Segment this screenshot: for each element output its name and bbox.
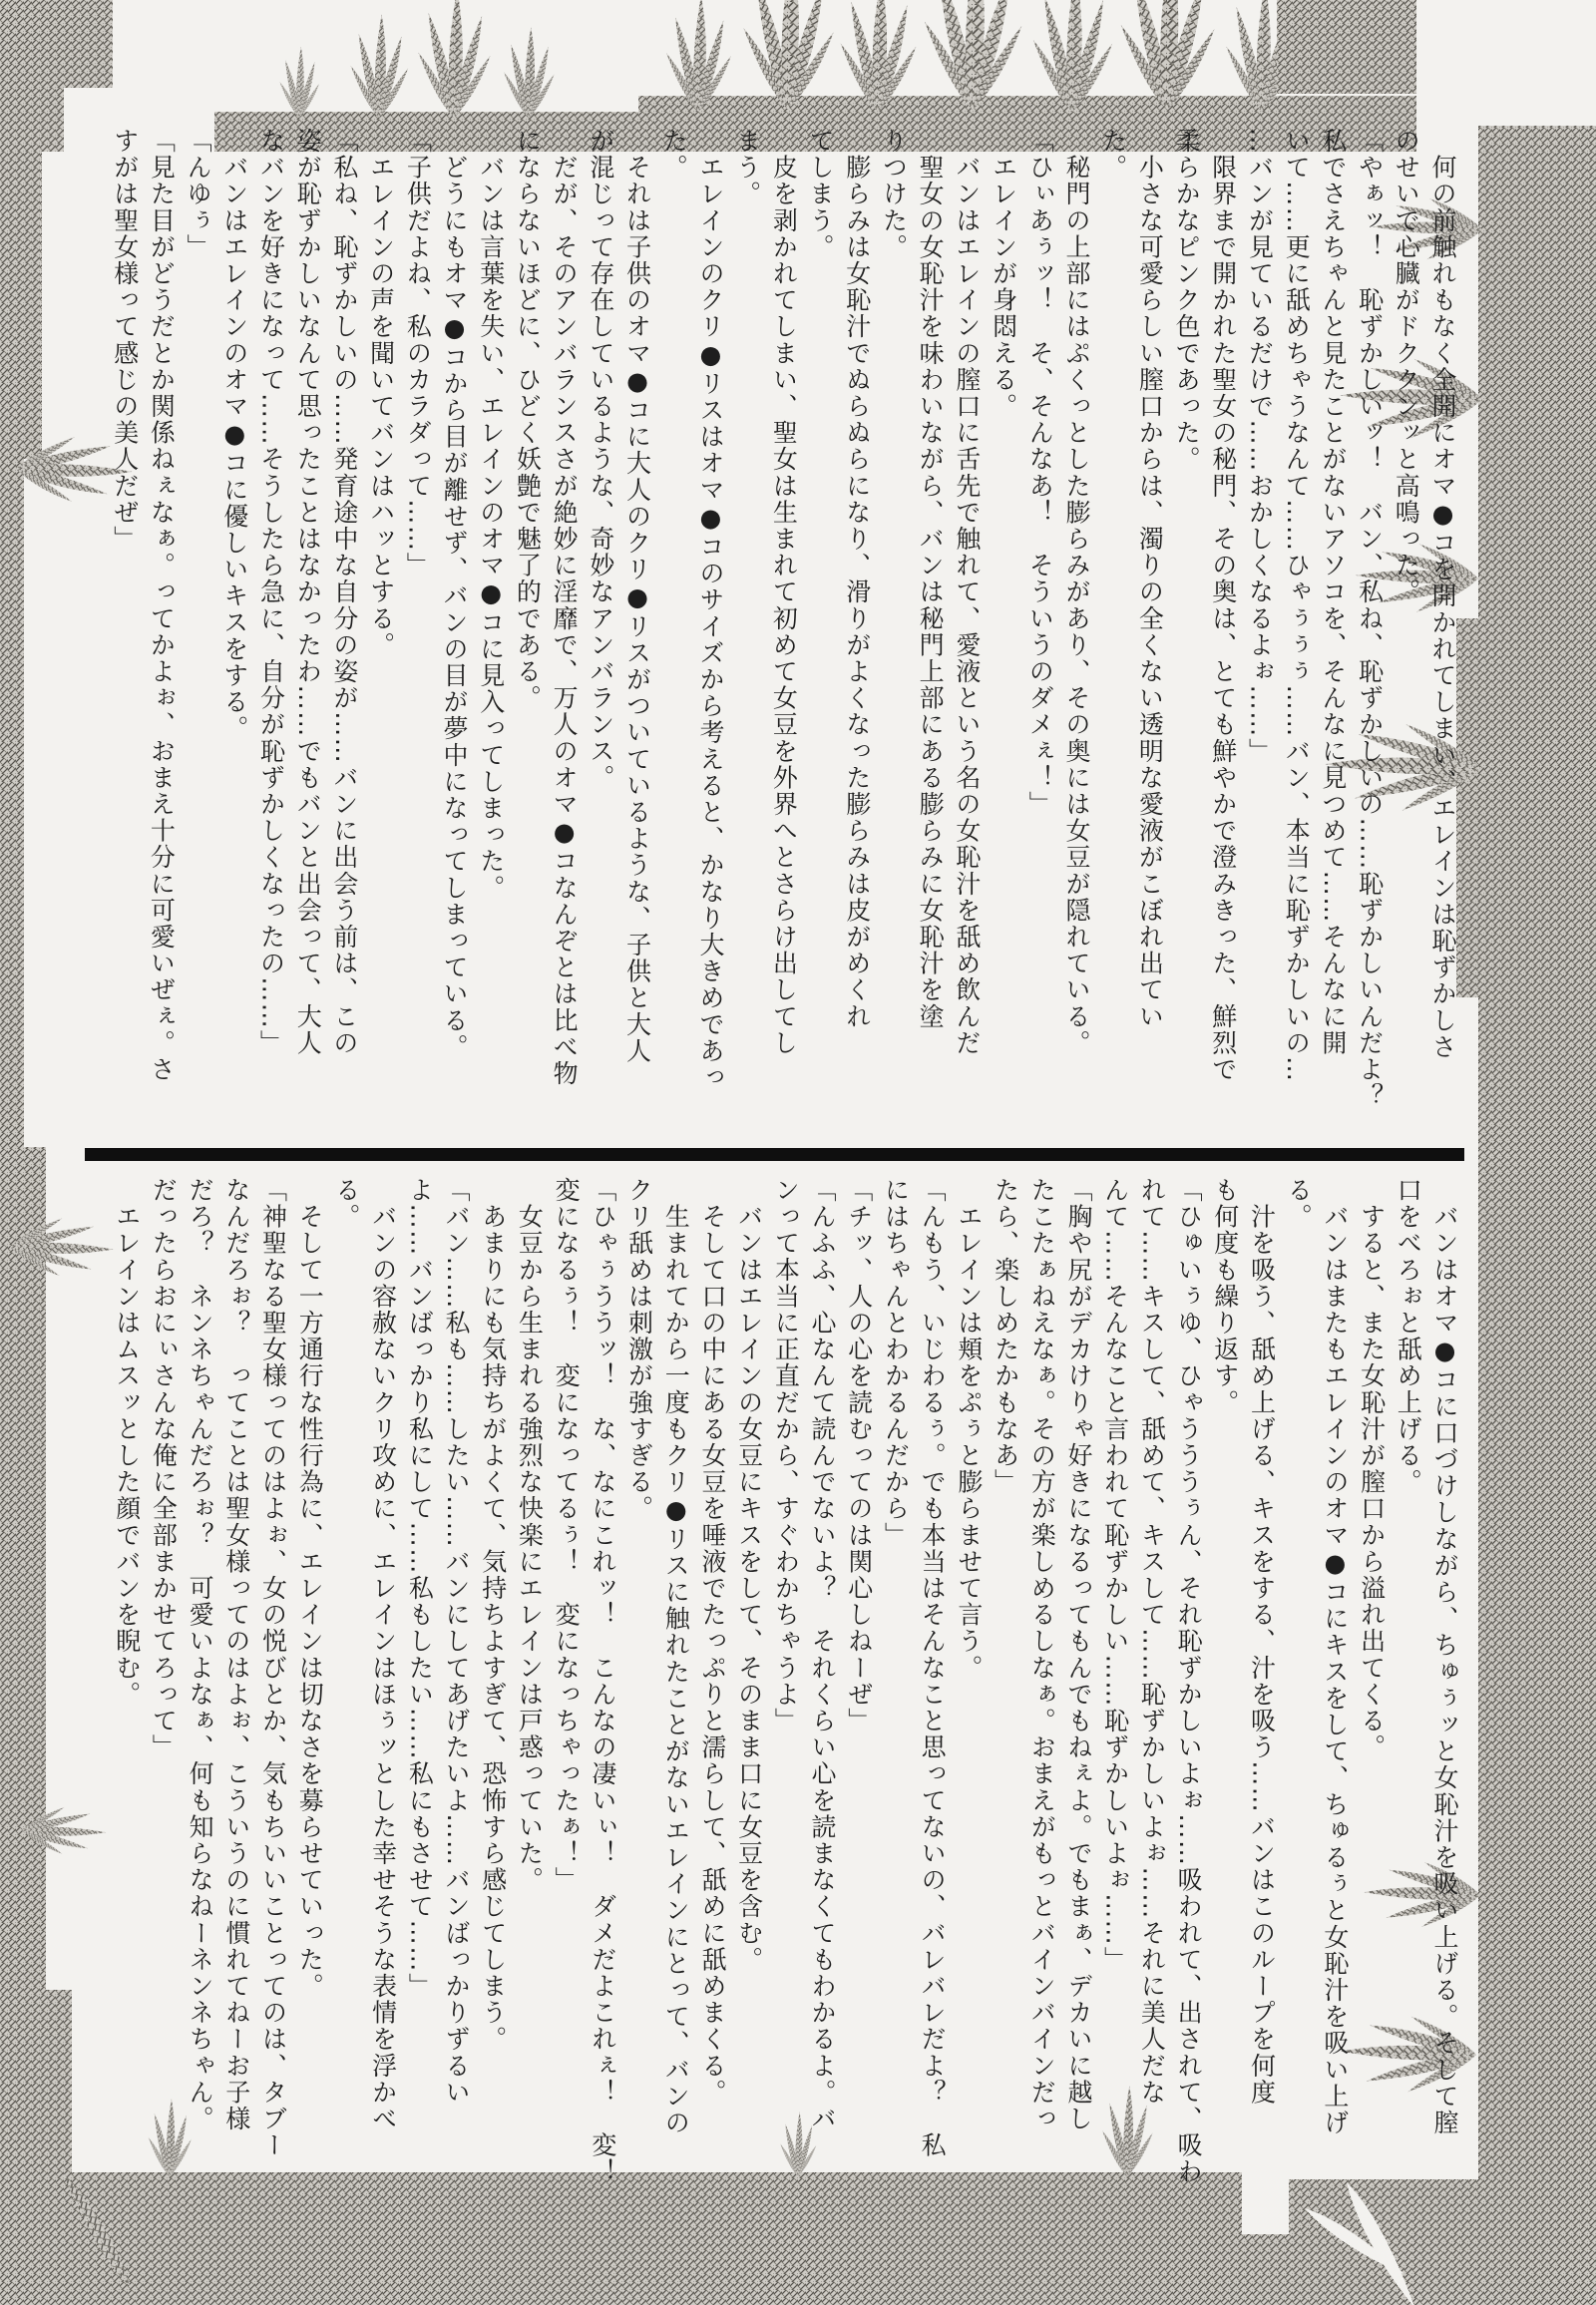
text-column: 「胸や尻がデカけりゃ好きになるってもんでもねぇよ。でもまぁ、デカいに越し bbox=[1063, 1177, 1093, 2132]
text-column: りつけた。 bbox=[879, 128, 909, 260]
text-column: 「子供だよね、私のカラダって……」 bbox=[403, 128, 433, 579]
text-column: にはちゃんとわかるんだから」 bbox=[881, 1177, 911, 1549]
text-column: 「やぁッ！ 恥ずかしいッ！ バン、私ね、恥ずかしいの……恥ずかしいんだよ？ bbox=[1355, 128, 1385, 1110]
text-column: エレインが身悶える。 bbox=[989, 128, 1018, 420]
text-column: クリ舐めは刺激が強すぎる。 bbox=[624, 1177, 654, 1522]
text-column: バンの容赦ないクリ攻めに、エレインはほぅッとした幸せそうな表情を浮かべ bbox=[368, 1177, 398, 2132]
text-column: なんだろぉ？ ってことは聖女様ってのはよぉ、こういうのに慣れてねーお子様 bbox=[221, 1177, 251, 2132]
text-column: そして一方通行な性行為に、エレインは切なさを募らせていった。 bbox=[295, 1177, 325, 2000]
text-column: 「見た目がどうだとか関係ねぇなぁ。ってかよぉ、おまえ十分に可愛いぜぇ。さ bbox=[147, 128, 177, 1083]
text-column: 「んもう、いじわるぅ。でも本当はそんなこと思ってないの、バレバレだよ？ 私 bbox=[918, 1177, 948, 2159]
text-column: 「んふふ、心なんて読んでないよ？ それくらい心を読まなくてもわかるよ。バ bbox=[808, 1177, 838, 2132]
text-column: る。 bbox=[331, 1177, 361, 1231]
text-column: バンはエレインのオマ●コに優しいキスをする。 bbox=[219, 128, 249, 742]
text-column: 「ひゅいぅゆ、ひゃうううぅん、それ恥ずかしいよぉ……吸われて、出されて、吸わ bbox=[1174, 1177, 1204, 2185]
text-column: 口をべろぉと舐め上げる。 bbox=[1394, 1177, 1423, 1496]
text-column: だが、そのアンバランスさが絶妙に淫靡で、万人のオマ●コなんぞとは比べ物 bbox=[550, 128, 580, 1087]
text-column: エレインのクリ●リスはオマ●コのサイズから考えると、かなり大きめであっ bbox=[695, 128, 725, 1091]
text-column: 変になるぅ！ 変になってるぅ！ 変になっちゃったぁ！」 bbox=[552, 1177, 582, 1894]
text-column: 皮を剥かれてしまい、聖女は生まれて初めて女豆を外界へとさらけ出してし bbox=[769, 128, 799, 1056]
text-column: エレインの声を聞いてバンはハッとする。 bbox=[366, 128, 396, 658]
text-column: たこたぁねえなぁ。その方が楽しめるしなぁ。おまえがもっとバインバインだっ bbox=[1027, 1177, 1057, 2132]
text-column: にならないほどに、ひどく妖艶で魅了的である。 bbox=[513, 128, 543, 712]
text-column: バンは言葉を失い、エレインのオマ●コに見入ってしまった。 bbox=[476, 128, 506, 902]
text-column: バンはオマ●コに口づけしながら、ちゅぅッと女恥汁を吸い上げる。そして膣 bbox=[1430, 1177, 1459, 2136]
text-column: た。 bbox=[659, 128, 689, 182]
text-column: エレインは頬をぷぅと膨らませて言う。 bbox=[954, 1177, 984, 1682]
text-column: 小さな可愛らしい膣口からは、濁りの全くない透明な愛液がこぼれ出てい bbox=[1135, 128, 1165, 1030]
text-column: バンはエレインの女豆にキスをして、そのまま口に女豆を含む。 bbox=[734, 1177, 764, 1973]
text-column: 私でさえちゃんと見たことがないアソコを、そんなに見つめて……そんなに開 bbox=[1318, 128, 1348, 1056]
text-column: だろ？ ネンネちゃんだろぉ？ 可愛いよなぁ、何も知らなねーネンネちゃん。 bbox=[186, 1177, 215, 2132]
text-column: 「私ね、恥ずかしいの……発育途中な自分の姿が……バンに出会う前は、この bbox=[329, 128, 359, 1056]
text-column: どうにもオマ●コから目が離せず、バンの目が夢中になってしまっている。 bbox=[440, 128, 470, 1060]
text-column: エレインはムスッとした顔でバンを睨む。 bbox=[112, 1177, 142, 1708]
text-column: 限界まで開かれた聖女の秘門、その奥は、とても鮮やかで澄みきった、鮮烈で bbox=[1208, 128, 1238, 1083]
text-column: いて……更に舐めちゃうなんて……ひゃぅぅぅ……バン、本当に恥ずかしいの… bbox=[1282, 128, 1312, 1083]
text-column: 「ひゃぅううッ！ な、なにこれッ！ こんなの凄いぃ！ ダメだよこれぇ！ 変！ bbox=[588, 1177, 617, 2185]
text-column: んて……そんなこと言われて恥ずかしい……恥ずかしいよぉ……」 bbox=[1100, 1177, 1130, 1973]
text-column: すると、また女恥汁が膣口から溢れ出てくる。 bbox=[1357, 1177, 1387, 1761]
text-column: よ……バンばっかり私にして……私もしたい……私にもさせて……」 bbox=[405, 1177, 435, 2000]
text-column: 汁を吸う、舐め上げる、キスをする、汁を吸う……バンはこのループを何度 bbox=[1247, 1177, 1277, 2106]
text-column: たら、楽しめたかもなあ」 bbox=[991, 1177, 1020, 1496]
text-column: 生まれてから一度もクリ●リスに触れたことがないエレインにとって、バンの bbox=[661, 1177, 691, 2136]
text-column: 姿が恥ずかしいなんて思ったことはなかったわ……でもバンと出会って、大人 bbox=[293, 128, 323, 1056]
text-column: なバンを好きになって……そうしたら急に、自分が恥ずかしくなったの……」 bbox=[256, 128, 286, 1056]
text-column: 「チッ、人の心を読むってのは関心しねーぜ」 bbox=[844, 1177, 874, 1734]
text-column: それは子供のオマ●コに大人のクリ●リスがついているような、子供と大人 bbox=[622, 128, 652, 1064]
text-column: 聖女の女恥汁を味わいながら、バンは秘門上部にある膨らみに女恥汁を塗 bbox=[916, 128, 946, 1030]
bottom-text-block bbox=[108, 1177, 1462, 2194]
text-column: 「神聖なる聖女様ってのはよぉ、女の悦びとか、気もちいいことってのは、タブー bbox=[258, 1177, 288, 2159]
text-column: そして口の中にある女豆を唾液でたっぷりと濡らして、舐めに舐めまくる。 bbox=[697, 1177, 727, 2106]
text-column: だったらおにぃさんな俺に全部まかせてろって」 bbox=[149, 1177, 179, 1761]
text-column: すがは聖女様って感じの美人だぜ」 bbox=[110, 128, 140, 553]
text-column: まう。 bbox=[732, 128, 762, 207]
text-column: 「んゆぅ」 bbox=[184, 128, 213, 260]
text-column: が混じって存在しているような、奇妙なアンバランス。 bbox=[586, 128, 615, 791]
text-column: ンって本当に正直だから、すぐわかちゃうよ」 bbox=[771, 1177, 801, 1734]
text-column: 柔らかなピンク色であった。 bbox=[1172, 128, 1202, 473]
text-column: てしまう。 bbox=[806, 128, 836, 260]
text-column: た。 bbox=[1098, 128, 1128, 182]
text-column: 膨らみは女恥汁でぬらぬらになり、滑りがよくなった膨らみは皮がめくれ bbox=[842, 128, 872, 1030]
text-column: も何度も繰り返す。 bbox=[1210, 1177, 1240, 1416]
text-column: のせいで心臓がドククンッと高鳴った。 bbox=[1392, 128, 1421, 605]
section-divider bbox=[85, 1148, 1464, 1161]
text-column: 「ひぃあぅッ！ そ、そんなあ！ そういうのダメぇ！」 bbox=[1025, 128, 1055, 818]
text-column: 何の前触れもなく全開にオマ●コを開かれてしまい、エレインは恥ずかしさ bbox=[1428, 128, 1457, 1060]
text-column: 「バン……私も……したい……バンにしてあげたいよ……バンばっかりずるい bbox=[442, 1177, 472, 2106]
text-column: る。 bbox=[1284, 1177, 1314, 1231]
text-column: あまりにも気持ちがよくて、気持ちよすぎて、恐怖すら感じてしまう。 bbox=[478, 1177, 508, 2053]
top-text-block bbox=[106, 128, 1460, 1145]
text-column: 女豆から生まれる強烈な快楽にエレインは戸惑っていた。 bbox=[515, 1177, 545, 1894]
text-column: バンはまたもエレインのオマ●コにキスをして、ちゅるぅと女恥汁を吸い上げ bbox=[1320, 1177, 1350, 2136]
text-column: れて……キスして、舐めて、キスして……恥ずかしいよぉ……それに美人だな bbox=[1137, 1177, 1167, 2106]
text-column: 秘門の上部にはぷくっとした膨らみがあり、その奥には女豆が隠れている。 bbox=[1061, 128, 1091, 1056]
text-column: …バンが見ているだけで……おかしくなるよぉ……」 bbox=[1245, 128, 1275, 765]
text-column: バンはエレインの膣口に舌先で触れて、愛液という名の女恥汁を舐め飲んだ bbox=[952, 128, 982, 1056]
